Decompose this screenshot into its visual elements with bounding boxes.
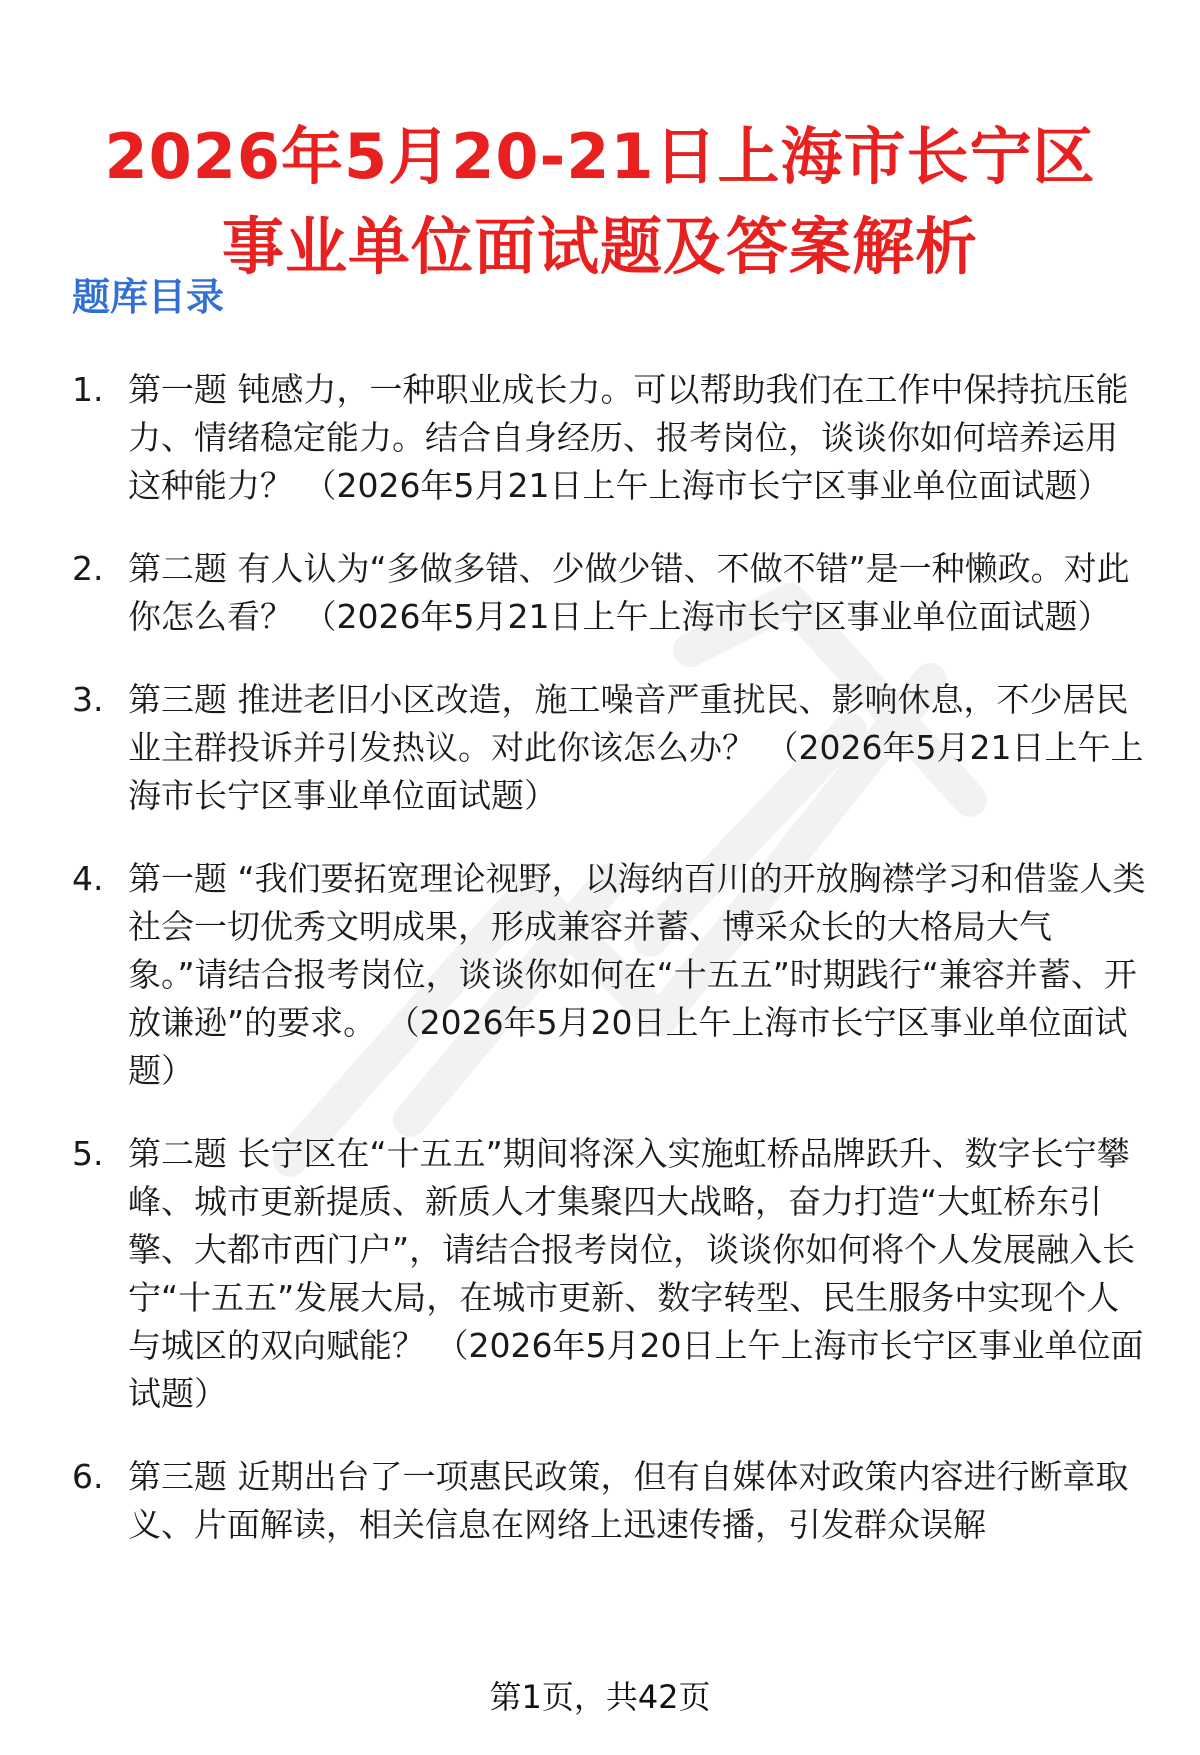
toc-item-1 — [72, 366, 1150, 510]
toc-item-number: 2. — [72, 549, 104, 588]
toc-item-text: 第一题 钝感力，一种职业成长力。可以帮助我们在工作中保持抗压能力、情绪稳定能力。结合自身经历、报考岗位，谈谈你如何培养运用这种能力？ （2026年5月21日上午上海市长宁区事业单位面试题） — [128, 370, 1129, 505]
toc-item-text: 第二题 长宁区在“十五五”期间将深入实施虹桥品牌跃升、数字长宁攀峰、城市更新提质、新质人才集聚四大战略，奋力打造“大虹桥东引擎、大都市西门户”，请结合报考岗位，谈谈你如何将个人发展融入长宁“十五五”发展大局，在城市更新、数字转型、民生服务中实现个人与城区的双向赋能？ （2026年5月20日上午上海市长宁区事业单位面试题） — [128, 1134, 1144, 1413]
toc-item-6 — [72, 1453, 1150, 1549]
title-line-2: 事业单位面试题及答案解析 — [221, 209, 978, 283]
title-line-1: 2026年5月20-21日上海市长宁区 — [104, 119, 1096, 193]
toc-item-3 — [72, 676, 1150, 820]
toc-item-text: 第三题 近期出台了一项惠民政策，但有自媒体对政策内容进行断章取义、片面解读，相关信息在网络上迅速传播，引发群众误解 — [128, 1457, 1129, 1544]
toc-item-4 — [72, 855, 1150, 1095]
toc-item-number: 5. — [72, 1134, 104, 1173]
toc-item-number: 3. — [72, 680, 104, 719]
page-number-footer: 第1页，共42页 — [489, 1678, 711, 1716]
toc-item-text: 第一题 “我们要拓宽理论视野，以海纳百川的开放胸襟学习和借鉴人类社会一切优秀文明成果，形成兼容并蓄、博采众长的大格局大气象。”请结合报考岗位，谈谈你如何在“十五五”时期践行“兼容并蓄、开放谦逊”的要求。 （2026年5月20日上午上海市长宁区事业单位面试题） — [128, 859, 1146, 1090]
toc-list — [72, 366, 1150, 1584]
toc-item-text: 第三题 推进老旧小区改造，施工噪音严重扰民、影响休息，不少居民业主群投诉并引发热议。对此你该怎么办？ （2026年5月21日上午上海市长宁区事业单位面试题） — [128, 680, 1144, 815]
toc-item-number: 1. — [72, 370, 104, 409]
toc-item-number: 4. — [72, 859, 104, 898]
document-title — [0, 112, 1200, 292]
toc-item-text: 第二题 有人认为“多做多错、少做少错、不做不错”是一种懒政。对此你怎么看？ （2026年5月21日上午上海市长宁区事业单位面试题） — [128, 549, 1130, 636]
toc-item-2 — [72, 545, 1150, 641]
toc-item-5 — [72, 1130, 1150, 1418]
toc-heading: 题库目录 — [72, 275, 225, 319]
toc-item-number: 6. — [72, 1457, 104, 1496]
